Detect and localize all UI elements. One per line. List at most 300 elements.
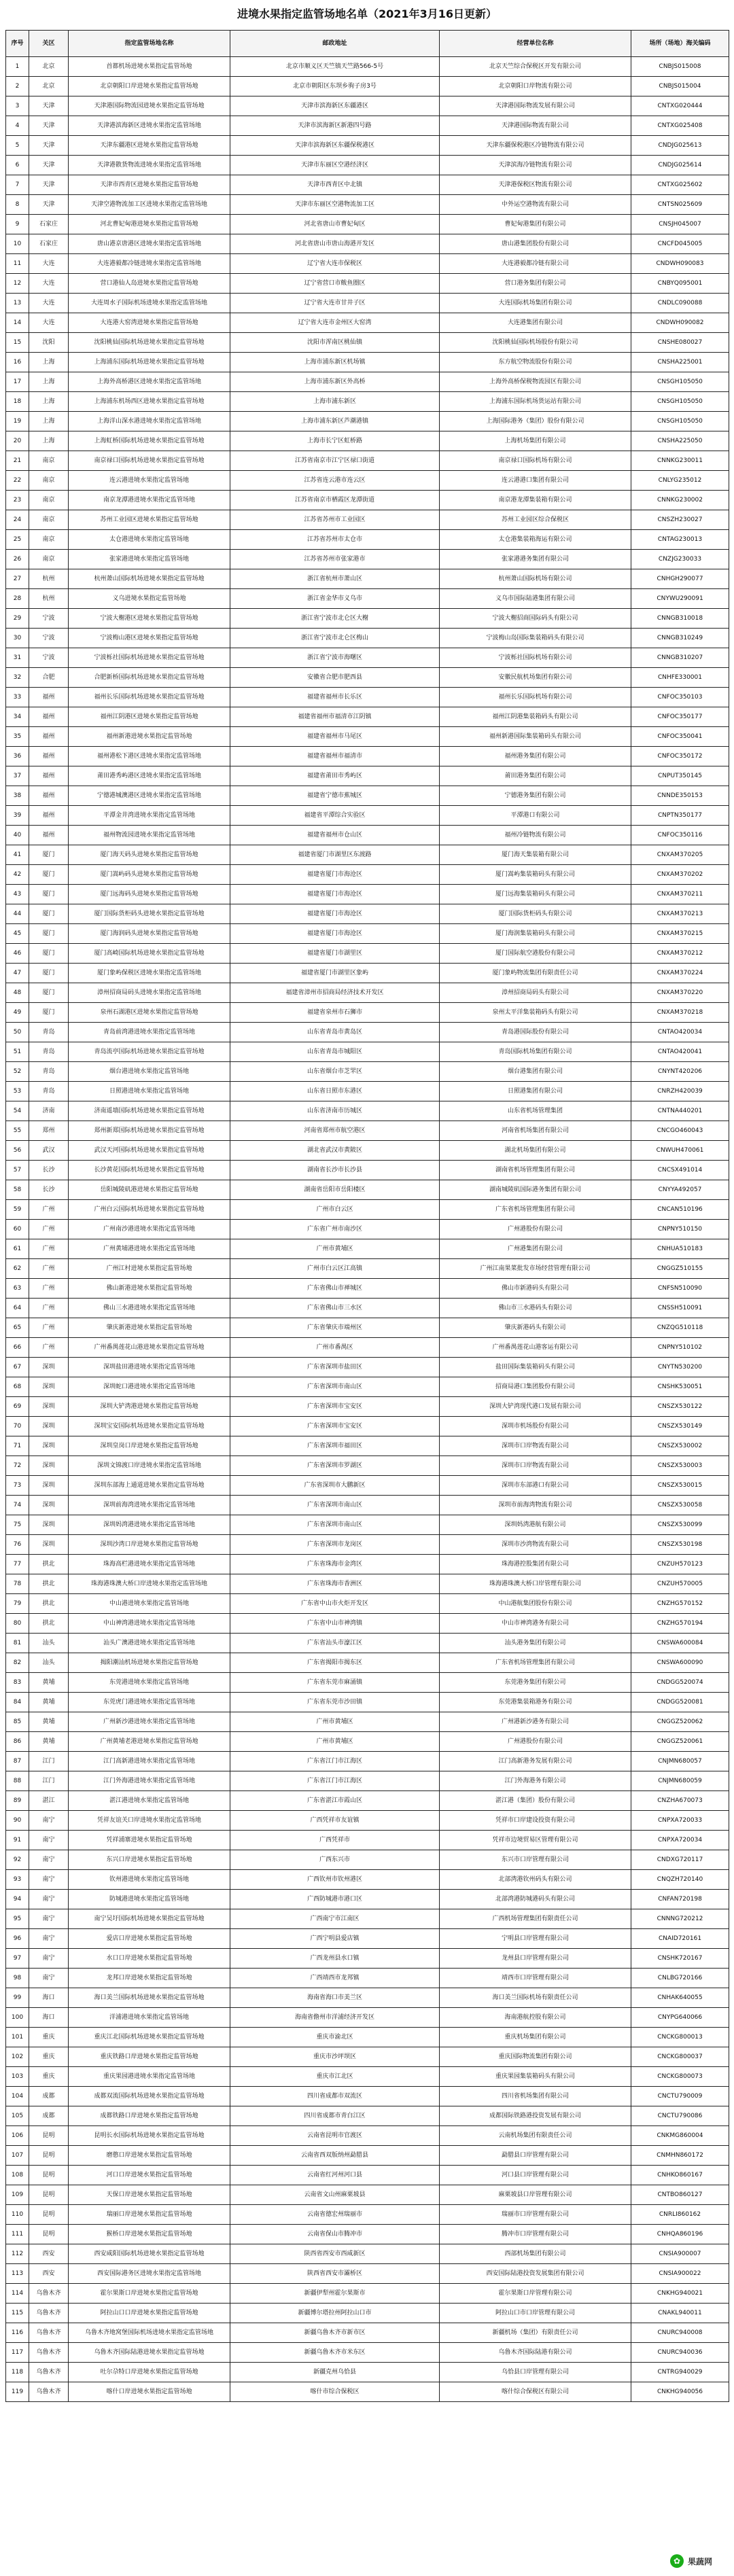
- cell-district: 青岛: [29, 1082, 69, 1101]
- cell-operator: 青岛国际机场集团有限公司: [440, 1042, 631, 1062]
- document-title: 进境水果指定监管场地名单（2021年3月16日更新）: [237, 7, 497, 20]
- cell-district: 青岛: [29, 1023, 69, 1042]
- cell-code: CNDWH090082: [631, 313, 729, 333]
- cell-district: 青岛: [29, 1042, 69, 1062]
- cell-site-name: 凭祥浦寨进境水果指定监管场地: [69, 1831, 230, 1850]
- cell-index: 68: [6, 1377, 29, 1397]
- cell-district: 厦门: [29, 924, 69, 944]
- cell-index: 95: [6, 1909, 29, 1929]
- cell-site-name: 乌鲁木齐地窝堡国际机场进境水果指定监管场地: [69, 2323, 230, 2343]
- cell-address: 上海市浦东新区外高桥: [230, 372, 440, 392]
- cell-site-name: 中山神湾港进境水果指定监管场地: [69, 1614, 230, 1634]
- cell-address: 湖南省岳阳市岳阳楼区: [230, 1180, 440, 1200]
- cell-index: 12: [6, 274, 29, 294]
- cell-code: CNSZX530058: [631, 1496, 729, 1515]
- cell-code: CNCSX491014: [631, 1161, 729, 1180]
- table-row: [6, 1634, 729, 1653]
- cell-index: 77: [6, 1555, 29, 1574]
- table-row: [6, 786, 729, 806]
- cell-operator: 江门外海港务有限公司: [440, 1771, 631, 1791]
- cell-district: 拱北: [29, 1574, 69, 1594]
- cell-district: 深圳: [29, 1358, 69, 1377]
- cell-operator: 东方航空物流股份有限公司: [440, 353, 631, 372]
- cell-code: CNFAN720198: [631, 1890, 729, 1909]
- cell-address: 新疆乌鲁木齐市新市区: [230, 2323, 440, 2343]
- table-row: [6, 156, 729, 175]
- cell-district: 南宁: [29, 1831, 69, 1850]
- cell-site-name: 成都铁路口岸进境水果指定监管场地: [69, 2106, 230, 2126]
- cell-site-name: 佛山三水港进境水果指定监管场地: [69, 1299, 230, 1318]
- table-row: [6, 471, 729, 491]
- cell-code: CNSZX530099: [631, 1515, 729, 1535]
- cell-index: 64: [6, 1299, 29, 1318]
- cell-site-name: 珠海港珠澳大桥口岸进境水果指定监管场地: [69, 1574, 230, 1594]
- cell-code: CNDXG720117: [631, 1850, 729, 1870]
- cell-operator: 成都国际铁路港投资发展有限公司: [440, 2106, 631, 2126]
- cell-index: 45: [6, 924, 29, 944]
- cell-operator: 佛山市新港码头有限公司: [440, 1279, 631, 1299]
- cell-code: CNZHG570194: [631, 1614, 729, 1634]
- cell-district: 西安: [29, 2244, 69, 2264]
- table-row: [6, 491, 729, 510]
- cell-site-name: 义乌进境水果指定监管场地: [69, 589, 230, 609]
- cell-address: 天津市西青区中北镇: [230, 175, 440, 195]
- table-row: [6, 1732, 729, 1752]
- cell-operator: 深圳市口岸物流有限公司: [440, 1456, 631, 1476]
- cell-district: 大连: [29, 274, 69, 294]
- cell-operator: 义乌市国际陆港集团有限公司: [440, 589, 631, 609]
- cell-code: CNSIA900022: [631, 2264, 729, 2284]
- table-row: [6, 353, 729, 372]
- cell-index: 7: [6, 175, 29, 195]
- cell-address: 湖北省武汉市黄陂区: [230, 1141, 440, 1161]
- cell-index: 29: [6, 609, 29, 629]
- cell-operator: 北部湾港防城港码头有限公司: [440, 1890, 631, 1909]
- cell-code: CNFSN510090: [631, 1279, 729, 1299]
- cell-index: 53: [6, 1082, 29, 1101]
- cell-index: 49: [6, 1003, 29, 1023]
- cell-operator: 凭祥市口岸建设投资有限公司: [440, 1811, 631, 1831]
- cell-index: 115: [6, 2304, 29, 2323]
- cell-district: 乌鲁木齐: [29, 2304, 69, 2323]
- cell-code: CNXAM370224: [631, 964, 729, 983]
- cell-site-name: 苏州工业园区进境水果指定监管场地: [69, 510, 230, 530]
- cell-district: 成都: [29, 2087, 69, 2106]
- table-row: [6, 57, 729, 77]
- cell-district: 郑州: [29, 1121, 69, 1141]
- cell-address: 辽宁省大连市保税区: [230, 254, 440, 274]
- table-row: [6, 1574, 729, 1594]
- cell-index: 63: [6, 1279, 29, 1299]
- header-operator: 经营单位名称: [440, 31, 631, 57]
- cell-code: CNSZX530003: [631, 1456, 729, 1476]
- cell-address: 沈阳市浑南区桃仙镇: [230, 333, 440, 353]
- cell-index: 14: [6, 313, 29, 333]
- cell-site-name: 上海虹桥国际机场进境水果指定监管场地: [69, 431, 230, 451]
- cell-address: 广东省中山市火炬开发区: [230, 1594, 440, 1614]
- cell-district: 重庆: [29, 2067, 69, 2087]
- table-row: [6, 1909, 729, 1929]
- cell-operator: 南京港龙潭集装箱有限公司: [440, 491, 631, 510]
- cell-operator: 重庆果园集装箱码头有限公司: [440, 2067, 631, 2087]
- cell-operator: 河南省机场集团有限公司: [440, 1121, 631, 1141]
- cell-site-name: 广州白云国际机场进境水果指定监管场地: [69, 1200, 230, 1220]
- cell-index: 93: [6, 1870, 29, 1890]
- cell-district: 厦门: [29, 904, 69, 924]
- cell-code: CNTXG025408: [631, 116, 729, 136]
- table-row: [6, 1752, 729, 1771]
- table-row: [6, 2185, 729, 2205]
- cell-site-name: 乌鲁木齐国际陆港进境水果指定监管场地: [69, 2343, 230, 2363]
- cell-address: 陕西省西安市西咸新区: [230, 2244, 440, 2264]
- cell-code: CNSSH510091: [631, 1299, 729, 1318]
- cell-code: CNKHG940021: [631, 2284, 729, 2304]
- cell-address: 陕西省西安市灞桥区: [230, 2264, 440, 2284]
- table-row: [6, 1003, 729, 1023]
- cell-code: CNZUH570005: [631, 1574, 729, 1594]
- cell-site-name: 广州南沙港进境水果指定监管场地: [69, 1220, 230, 1239]
- cell-district: 天津: [29, 136, 69, 156]
- cell-site-name: 长沙黄花国际机场进境水果指定监管场地: [69, 1161, 230, 1180]
- cell-district: 大连: [29, 294, 69, 313]
- cell-address: 广东省江门市江海区: [230, 1752, 440, 1771]
- cell-operator: 宁波大榭招商国际码头有限公司: [440, 609, 631, 629]
- cell-address: 广西钦州市钦州港区: [230, 1870, 440, 1890]
- table-row: [6, 1673, 729, 1693]
- cell-index: 92: [6, 1850, 29, 1870]
- cell-district: 天津: [29, 96, 69, 116]
- cell-code: CNCGO460043: [631, 1121, 729, 1141]
- table-row: [6, 412, 729, 431]
- cell-code: CNDWH090083: [631, 254, 729, 274]
- cell-operator: 喀什综合保税区有限公司: [440, 2382, 631, 2402]
- cell-operator: 日照港集团有限公司: [440, 1082, 631, 1101]
- cell-site-name: 成都双流国际机场进境水果指定监管场地: [69, 2087, 230, 2106]
- cell-site-name: 阿拉山口口岸进境水果指定监管场地: [69, 2304, 230, 2323]
- cell-index: 118: [6, 2363, 29, 2382]
- cell-site-name: 日照港进境水果指定监管场地: [69, 1082, 230, 1101]
- cell-site-name: 深圳大铲湾港进境水果指定监管场地: [69, 1397, 230, 1417]
- fruit-site-table: [5, 30, 729, 2402]
- cell-site-name: 东莞港进境水果指定监管场地: [69, 1673, 230, 1693]
- cell-district: 昆明: [29, 2185, 69, 2205]
- cell-index: 37: [6, 766, 29, 786]
- cell-district: 南宁: [29, 1969, 69, 1988]
- cell-code: CNQZH720140: [631, 1870, 729, 1890]
- cell-address: 上海市浦东新区芦潮港镇: [230, 412, 440, 431]
- cell-site-name: 广州江村进境水果指定监管场地: [69, 1259, 230, 1279]
- cell-district: 江门: [29, 1771, 69, 1791]
- cell-address: 广东省肇庆市端州区: [230, 1318, 440, 1338]
- table-row: [6, 766, 729, 786]
- cell-index: 60: [6, 1220, 29, 1239]
- cell-district: 拱北: [29, 1614, 69, 1634]
- cell-index: 80: [6, 1614, 29, 1634]
- cell-district: 南京: [29, 510, 69, 530]
- cell-address: 福建省厦门市湖里区象屿: [230, 964, 440, 983]
- cell-district: 北京: [29, 57, 69, 77]
- cell-site-name: 北京朝阳口岸进境水果指定监管场地: [69, 77, 230, 96]
- cell-district: 黄埔: [29, 1712, 69, 1732]
- cell-operator: 厦门国际货柜码头有限公司: [440, 904, 631, 924]
- cell-code: CNYWU290091: [631, 589, 729, 609]
- cell-district: 南京: [29, 491, 69, 510]
- cell-site-name: 深圳妈湾港进境水果指定监管场地: [69, 1515, 230, 1535]
- table-row: [6, 2087, 729, 2106]
- cell-site-name: 上海浦东机场西区进境水果指定监管场地: [69, 392, 230, 412]
- table-row: [6, 1062, 729, 1082]
- table-row: [6, 1082, 729, 1101]
- cell-operator: 湖南城陵矶国际港务集团有限公司: [440, 1180, 631, 1200]
- cell-index: 56: [6, 1141, 29, 1161]
- cell-district: 福州: [29, 688, 69, 707]
- cell-address: 新疆乌鲁木齐市米东区: [230, 2343, 440, 2363]
- cell-site-name: 营口港仙人岛进境水果指定监管场地: [69, 274, 230, 294]
- cell-index: 66: [6, 1338, 29, 1358]
- cell-site-name: 厦门国际货柜码头进境水果指定监管场地: [69, 904, 230, 924]
- cell-site-name: 深圳前海湾进境水果指定监管场地: [69, 1496, 230, 1515]
- cell-address: 海南省海口市美兰区: [230, 1988, 440, 2008]
- cell-operator: 大连港集团有限公司: [440, 313, 631, 333]
- cell-index: 47: [6, 964, 29, 983]
- table-row: [6, 1436, 729, 1456]
- cell-operator: 肇庆新港码头有限公司: [440, 1318, 631, 1338]
- table-row: [6, 2304, 729, 2323]
- cell-index: 100: [6, 2008, 29, 2028]
- table-row: [6, 1949, 729, 1969]
- table-row: [6, 1555, 729, 1574]
- table-row: [6, 1239, 729, 1259]
- cell-address: 广西靖西市龙邦镇: [230, 1969, 440, 1988]
- cell-code: CNBJS015008: [631, 57, 729, 77]
- table-row: [6, 1594, 729, 1614]
- cell-operator: 天津港国际物流有限公司: [440, 116, 631, 136]
- cell-address: 江苏省南京市栖霞区龙潭街道: [230, 491, 440, 510]
- table-row: [6, 1279, 729, 1299]
- cell-district: 南京: [29, 451, 69, 471]
- cell-index: 4: [6, 116, 29, 136]
- cell-index: 25: [6, 530, 29, 550]
- cell-address: 福建省厦门市湖里区东渡路: [230, 845, 440, 865]
- cell-index: 8: [6, 195, 29, 215]
- cell-site-name: 防城港进境水果指定监管场地: [69, 1890, 230, 1909]
- cell-address: 天津市东丽区空港经济区: [230, 156, 440, 175]
- cell-operator: 招商局港口集团股份有限公司: [440, 1377, 631, 1397]
- table-row: [6, 1791, 729, 1811]
- cell-address: 广州市白云区: [230, 1200, 440, 1220]
- header-postal-address: 邮政地址: [230, 31, 440, 57]
- cell-district: 黄埔: [29, 1693, 69, 1712]
- cell-district: 厦门: [29, 845, 69, 865]
- cell-operator: 湖北机场集团有限公司: [440, 1141, 631, 1161]
- cell-operator: 北京天竺综合保税区开发有限公司: [440, 57, 631, 77]
- cell-district: 南宁: [29, 1949, 69, 1969]
- cell-code: CNHKO860167: [631, 2166, 729, 2185]
- wechat-icon: ✿: [670, 2554, 684, 2568]
- cell-site-name: 珠海高栏港进境水果指定监管场地: [69, 1555, 230, 1574]
- table-row: [6, 865, 729, 885]
- cell-index: 86: [6, 1732, 29, 1752]
- cell-operator: 厦门嵩屿集装箱码头有限公司: [440, 865, 631, 885]
- cell-address: 福建省厦门市湖里区: [230, 944, 440, 964]
- cell-district: 长沙: [29, 1180, 69, 1200]
- table-row: [6, 1831, 729, 1850]
- cell-district: 南京: [29, 471, 69, 491]
- cell-code: CNGGZ520061: [631, 1732, 729, 1752]
- cell-index: 44: [6, 904, 29, 924]
- cell-code: CNPXA720033: [631, 1811, 729, 1831]
- cell-address: 天津市滨海新区东疆保税港区: [230, 136, 440, 156]
- cell-site-name: 首都机场进境水果指定监管场地: [69, 57, 230, 77]
- cell-operator: 新疆机场（集团）有限责任公司: [440, 2323, 631, 2343]
- table-row: [6, 1870, 729, 1890]
- cell-site-name: 厦门象屿保税区进境水果指定监管场地: [69, 964, 230, 983]
- cell-index: 74: [6, 1496, 29, 1515]
- cell-code: CNZQG510118: [631, 1318, 729, 1338]
- cell-operator: 大连港毅都冷链有限公司: [440, 254, 631, 274]
- cell-address: 广州市番禺区: [230, 1338, 440, 1358]
- cell-district: 深圳: [29, 1496, 69, 1515]
- cell-district: 上海: [29, 392, 69, 412]
- cell-district: 天津: [29, 156, 69, 175]
- cell-address: 重庆市沙坪坝区: [230, 2047, 440, 2067]
- cell-code: CNHQA860196: [631, 2225, 729, 2244]
- cell-address: 天津市东丽区空港物流加工区: [230, 195, 440, 215]
- cell-address: 广东省深圳市大鹏新区: [230, 1476, 440, 1496]
- cell-index: 109: [6, 2185, 29, 2205]
- cell-code: CNSZX530149: [631, 1417, 729, 1436]
- cell-code: CNCKG800037: [631, 2047, 729, 2067]
- cell-address: 广东省深圳市宝安区: [230, 1397, 440, 1417]
- table-row: [6, 1476, 729, 1496]
- table-row: [6, 2028, 729, 2047]
- cell-site-name: 张家港进境水果指定监管场地: [69, 550, 230, 569]
- cell-operator: 福州新港国际集装箱码头有限公司: [440, 727, 631, 747]
- table-row: [6, 688, 729, 707]
- cell-site-name: 宁波栎社国际机场进境水果指定监管场地: [69, 648, 230, 668]
- cell-site-name: 龙邦口岸进境水果指定监管场地: [69, 1969, 230, 1988]
- cell-operator: 唐山港集团股份有限公司: [440, 234, 631, 254]
- cell-district: 汕头: [29, 1634, 69, 1653]
- cell-district: 宁波: [29, 648, 69, 668]
- table-row: [6, 609, 729, 629]
- cell-code: CNGGZ510155: [631, 1259, 729, 1279]
- cell-address: 湖南省长沙市长沙县: [230, 1161, 440, 1180]
- table-row: [6, 1220, 729, 1239]
- cell-index: 59: [6, 1200, 29, 1220]
- cell-site-name: 江门高新港进境水果指定监管场地: [69, 1752, 230, 1771]
- cell-code: CNHUA510183: [631, 1239, 729, 1259]
- cell-index: 73: [6, 1476, 29, 1496]
- cell-address: 广东省深圳市宝安区: [230, 1417, 440, 1436]
- cell-code: CNFOC350177: [631, 707, 729, 727]
- cell-code: CNTXG025602: [631, 175, 729, 195]
- cell-site-name: 重庆铁路口岸进境水果指定监管场地: [69, 2047, 230, 2067]
- cell-operator: 广东省机场管理集团有限公司: [440, 1200, 631, 1220]
- cell-operator: 北京朝阳口岸物流有限公司: [440, 77, 631, 96]
- cell-address: 重庆市渝北区: [230, 2028, 440, 2047]
- cell-index: 5: [6, 136, 29, 156]
- cell-index: 36: [6, 747, 29, 766]
- cell-district: 广州: [29, 1220, 69, 1239]
- cell-index: 33: [6, 688, 29, 707]
- cell-address: 云南省红河州河口县: [230, 2166, 440, 2185]
- cell-code: CNNKG230011: [631, 451, 729, 471]
- cell-site-name: 猴桥口岸进境水果指定监管场地: [69, 2225, 230, 2244]
- cell-district: 重庆: [29, 2047, 69, 2067]
- cell-operator: 深圳市沙湾物流有限公司: [440, 1535, 631, 1555]
- cell-code: CNFOC350172: [631, 747, 729, 766]
- cell-code: CNSHA225001: [631, 353, 729, 372]
- watermark-text: 果蔬网: [687, 2556, 712, 2566]
- cell-operator: 厦门国际航空港股份有限公司: [440, 944, 631, 964]
- cell-index: 19: [6, 412, 29, 431]
- cell-code: CNURC940036: [631, 2343, 729, 2363]
- cell-site-name: 东兴口岸进境水果指定监管场地: [69, 1850, 230, 1870]
- cell-operator: 龙州县口岸管理有限公司: [440, 1949, 631, 1969]
- cell-site-name: 福州江阴港区进境水果指定监管场地: [69, 707, 230, 727]
- cell-district: 天津: [29, 175, 69, 195]
- cell-code: CNXAM370211: [631, 885, 729, 904]
- cell-district: 福州: [29, 826, 69, 845]
- cell-code: CNYTN530200: [631, 1358, 729, 1377]
- cell-address: 安徽省合肥市肥西县: [230, 668, 440, 688]
- cell-index: 83: [6, 1673, 29, 1693]
- cell-index: 89: [6, 1791, 29, 1811]
- cell-operator: 宁波梅山岛国际集装箱码头有限公司: [440, 629, 631, 648]
- cell-district: 福州: [29, 806, 69, 826]
- cell-index: 101: [6, 2028, 29, 2047]
- cell-address: 广东省江门市江海区: [230, 1771, 440, 1791]
- cell-code: CNSHK530051: [631, 1377, 729, 1397]
- cell-code: CNSWA600084: [631, 1634, 729, 1653]
- cell-site-name: 唐山港京唐港区进境水果指定监管场地: [69, 234, 230, 254]
- cell-code: CNYYA492057: [631, 1180, 729, 1200]
- cell-site-name: 肇庆新港进境水果指定监管场地: [69, 1318, 230, 1338]
- cell-code: CNNDE350153: [631, 786, 729, 806]
- cell-index: 17: [6, 372, 29, 392]
- cell-code: CNSZH230027: [631, 510, 729, 530]
- cell-index: 24: [6, 510, 29, 530]
- cell-site-name: 岳阳城陵矶港进境水果指定监管场地: [69, 1180, 230, 1200]
- cell-address: 福建省厦门市海沧区: [230, 904, 440, 924]
- cell-site-name: 凭祥友谊关口岸进境水果指定监管场地: [69, 1811, 230, 1831]
- cell-index: 69: [6, 1397, 29, 1417]
- table-row: [6, 569, 729, 589]
- cell-site-name: 福州长乐国际机场进境水果指定监管场地: [69, 688, 230, 707]
- cell-operator: 沈阳桃仙国际机场股份有限公司: [440, 333, 631, 353]
- cell-address: 福建省泉州市石狮市: [230, 1003, 440, 1023]
- cell-site-name: 霍尔果斯口岸进境水果指定监管场地: [69, 2284, 230, 2304]
- cell-operator: 东莞港集装箱港务有限公司: [440, 1693, 631, 1712]
- cell-site-name: 钦州港进境水果指定监管场地: [69, 1870, 230, 1890]
- cell-district: 石家庄: [29, 234, 69, 254]
- cell-operator: 广州港股份有限公司: [440, 1732, 631, 1752]
- cell-operator: 山东省机场管理集团: [440, 1101, 631, 1121]
- cell-operator: 天津东疆保税港区冷链物流有限公司: [440, 136, 631, 156]
- table-body: [6, 57, 729, 2402]
- cell-index: 75: [6, 1515, 29, 1535]
- cell-code: CNPUT350145: [631, 766, 729, 786]
- cell-site-name: 爱店口岸进境水果指定监管场地: [69, 1929, 230, 1949]
- cell-code: CNTBO860127: [631, 2185, 729, 2205]
- cell-index: 28: [6, 589, 29, 609]
- cell-index: 9: [6, 215, 29, 234]
- cell-index: 13: [6, 294, 29, 313]
- cell-site-name: 宁德港城澳港区进境水果指定监管场地: [69, 786, 230, 806]
- cell-site-name: 天津东疆港区进境水果指定监管场地: [69, 136, 230, 156]
- cell-address: 天津市滨海新区新港四号路: [230, 116, 440, 136]
